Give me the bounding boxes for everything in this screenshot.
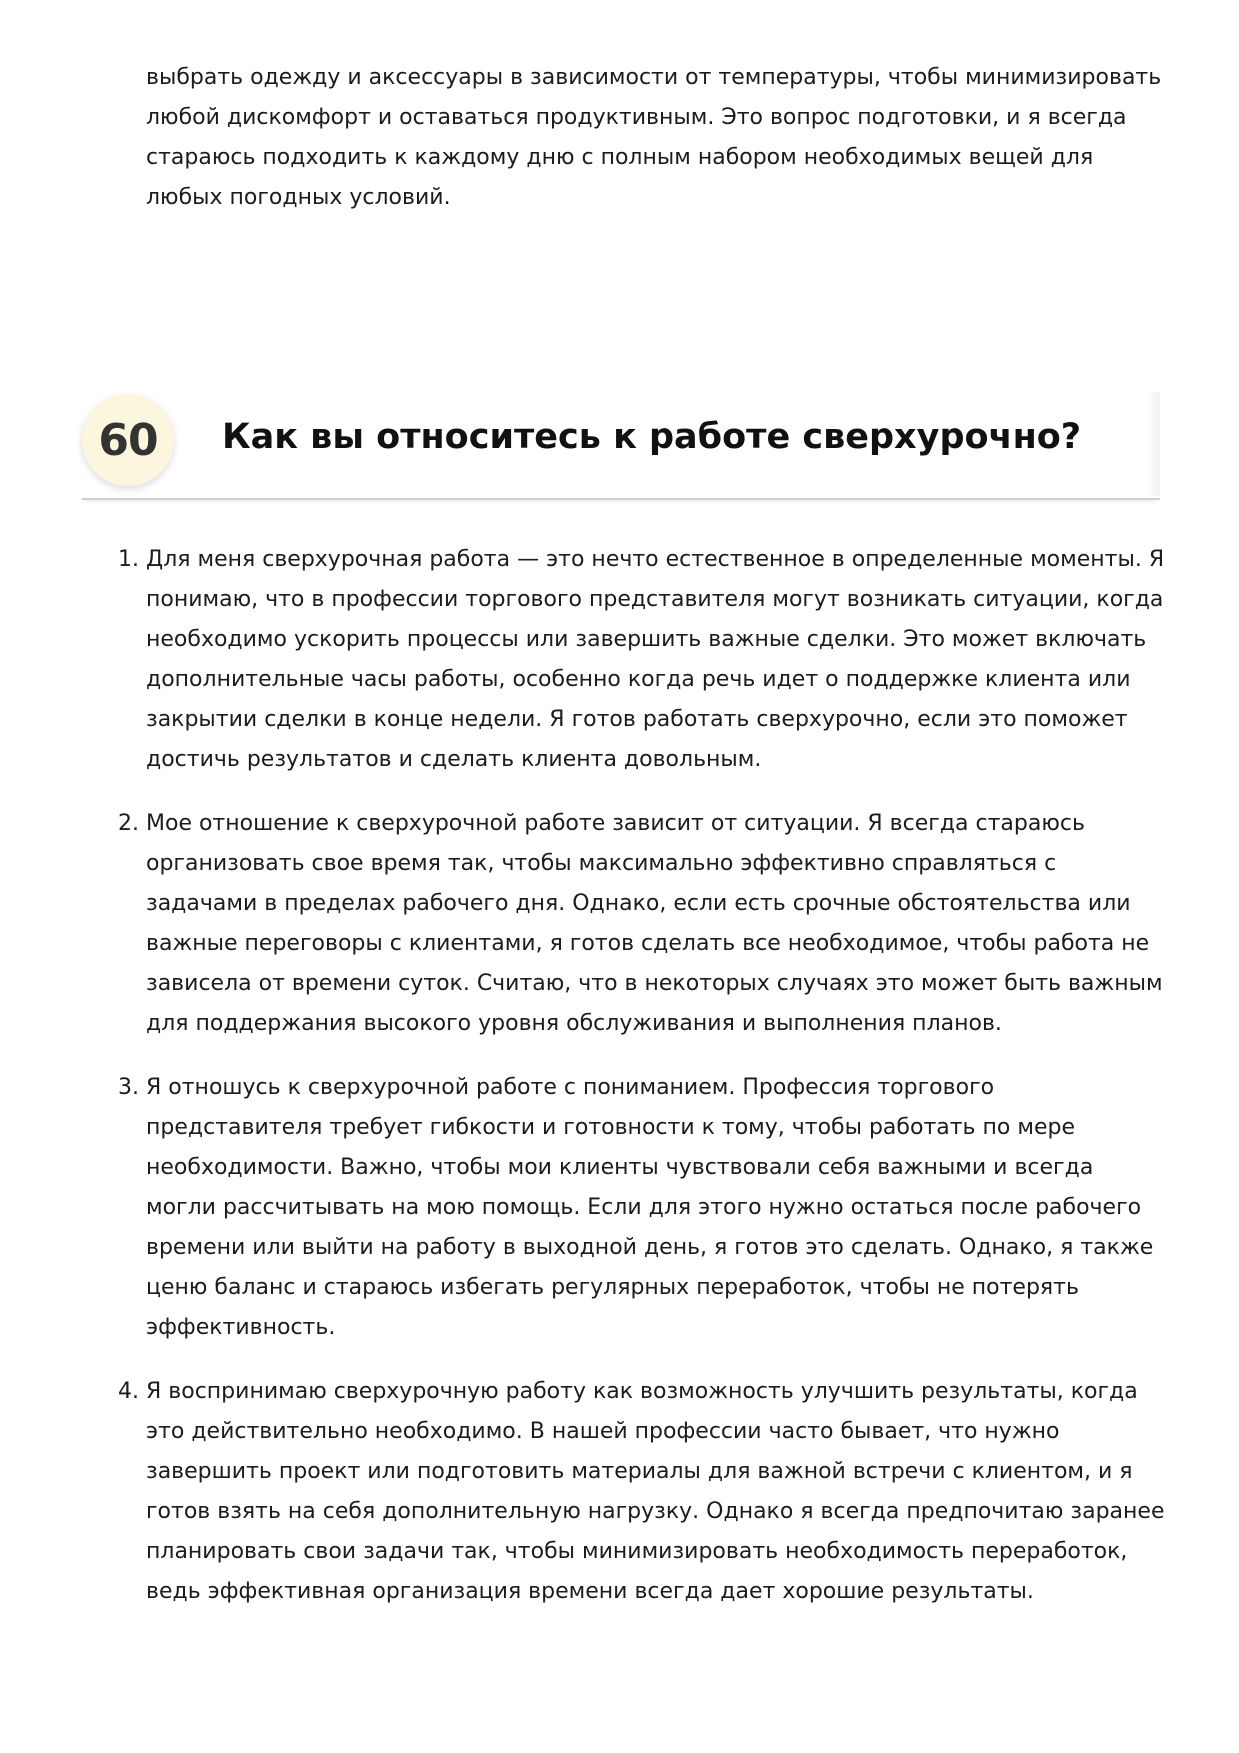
answer-item	[118, 540, 1166, 780]
answer-number: 3.	[118, 1075, 139, 1100]
answer-text: Я отношусь к сверхурочной работе с пониманием. Профессия торгового представителя требует гибкости и готовности к тому, чтобы работать по мере необходимости. Важно, чтобы мои клиенты чувствовали себя важными и всегда могли рассчитывать на мою помощь. Если для этого нужно остаться после рабочего времени или выйти на работу в выходной день, я готов это сделать. Однако, я также ценю баланс и стараюсь избегать регулярных переработок, чтобы не потерять эффективность.	[146, 1075, 1154, 1340]
answer-number: 1.	[118, 547, 139, 572]
answer-number: 2.	[118, 811, 139, 836]
answer-item	[118, 1068, 1166, 1348]
answer-text: Я воспринимаю сверхурочную работу как возможность улучшить результаты, когда это действительно необходимо. В нашей профессии часто бывает, что нужно завершить проект или подготовить материалы для важной встречи с клиентом, и я готов взять на себя дополнительную нагрузку. Однако я всегда предпочитаю заранее планировать свои задачи так, чтобы минимизировать необходимость переработок, ведь эффективная организация времени всегда дает хорошие результаты.	[146, 1379, 1165, 1604]
question-header	[82, 392, 1160, 500]
question-title: Как вы относитесь к работе сверхурочно?	[222, 417, 1082, 457]
answer-text: Для меня сверхурочная работа — это нечто естественное в определенные моменты. Я понимаю, что в профессии торгового представителя могут возникать ситуации, когда необходимо ускорить процессы или завершить важные сделки. Это может включать дополнительные часы работы, особенно когда речь идет о поддержке клиента или закрытии сделки в конце недели. Я готов работать сверхурочно, если это поможет достичь результатов и сделать клиента довольным.	[146, 547, 1165, 772]
question-number-badge: 60	[82, 394, 174, 486]
answer-item	[118, 804, 1166, 1044]
answer-number: 4.	[118, 1379, 139, 1404]
intro-paragraph: выбрать одежду и аксессуары в зависимости от температуры, чтобы минимизировать любой дискомфорт и оставаться продуктивным. Это вопрос подготовки, и я всегда стараюсь подходить к каждому дню с полным набором необходимых вещей для любых погодных условий.	[146, 65, 1162, 210]
answer-text: Мое отношение к сверхурочной работе зависит от ситуации. Я всегда стараюсь организовать свое время так, чтобы максимально эффективно справляться с задачами в пределах рабочего дня. Однако, если есть срочные обстоятельства или важные переговоры с клиентами, я готов сделать все необходимое, чтобы работа не зависела от времени суток. Считаю, что в некоторых случаях это может быть важным для поддержания высокого уровня обслуживания и выполнения планов.	[146, 811, 1163, 1036]
answers-list	[118, 540, 1166, 1636]
header-shadow	[1146, 392, 1160, 496]
answer-item	[118, 1372, 1166, 1612]
